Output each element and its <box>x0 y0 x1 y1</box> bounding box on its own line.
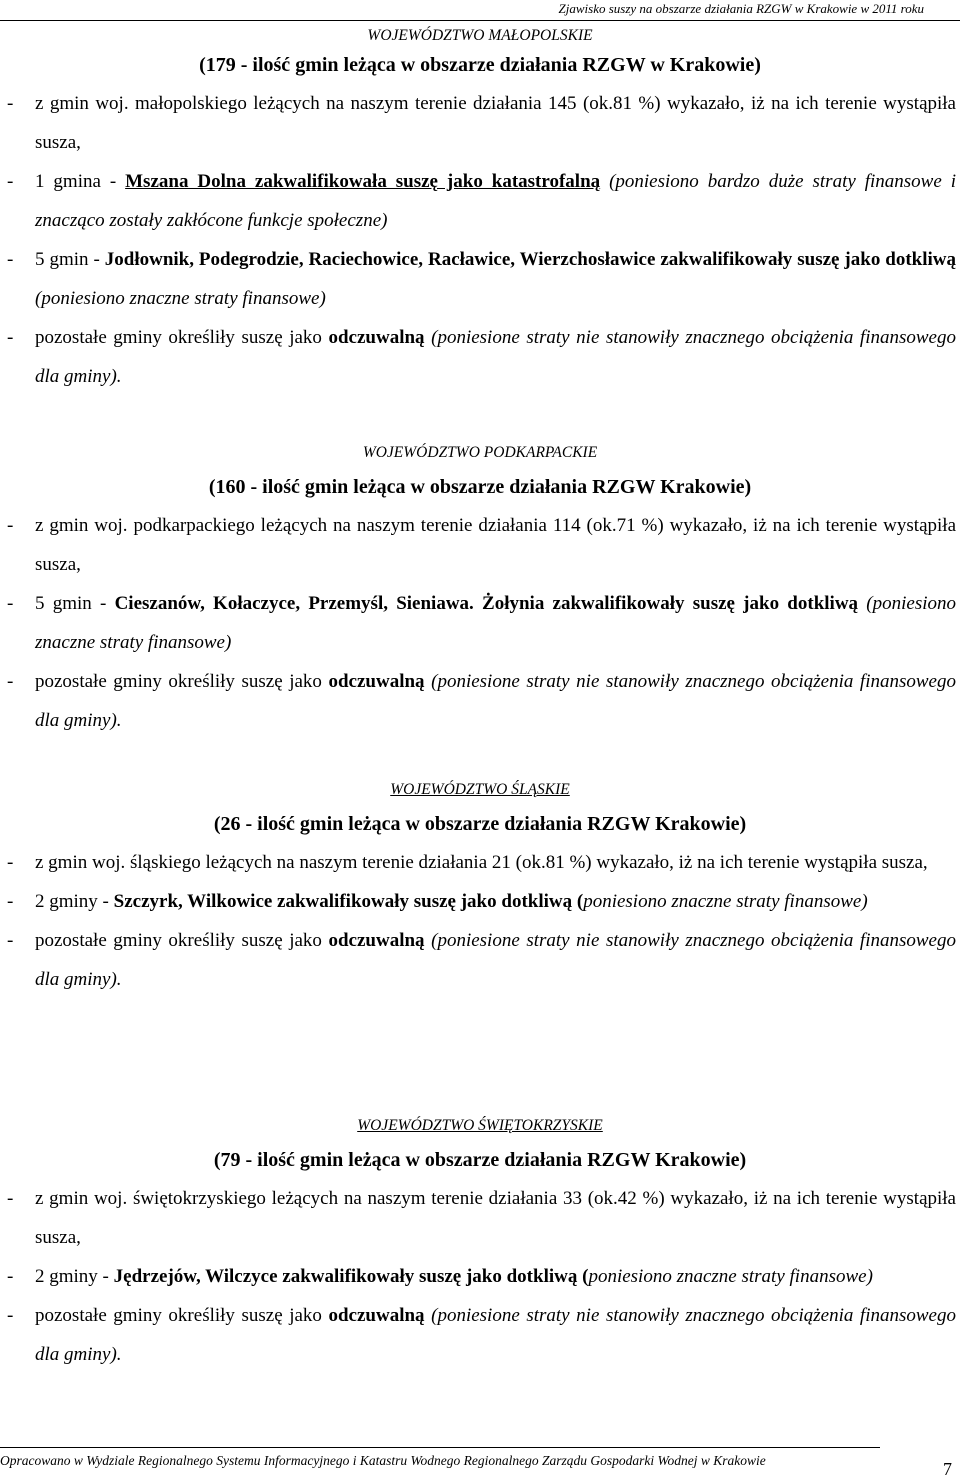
list-dash: - <box>7 515 14 536</box>
item-emphasis: odczuwalną <box>328 1305 425 1326</box>
list-item <box>0 506 960 584</box>
list-dash: - <box>7 852 14 873</box>
list-item <box>0 240 960 318</box>
item-lead: 2 gminy - <box>35 1266 114 1287</box>
item-text: z gmin woj. podkarpackiego leżących na naszym terenie działania 114 (ok.71 %) wykazało, iż na ich terenie wystąpiła susza, <box>35 515 956 575</box>
list-dash: - <box>7 249 14 270</box>
list-dash: - <box>7 1266 14 1287</box>
list-dash: - <box>7 593 14 614</box>
page-number: 7 <box>943 1459 952 1479</box>
item-note: poniesiono znaczne straty finansowe) <box>588 1266 873 1287</box>
item-emphasis: Jodłownik, Podegrodzie, Raciechowice, Racławice, Wierzchosławice zakwalifikowały suszę jako dotkliwą <box>104 249 957 270</box>
section-podkarpackie <box>0 443 960 740</box>
list-dash: - <box>7 671 14 692</box>
header-rule <box>0 20 960 21</box>
running-header: Zjawisko suszy na obszarze działania RZGW w Krakowie w 2011 roku <box>558 1 924 16</box>
list-item <box>0 1179 960 1257</box>
list-item <box>0 162 960 240</box>
item-emphasis: Cieszanów, Kołaczyce, Przemyśl, Sieniawa. Żołynia zakwalifikowały suszę jako dotkliwą <box>114 593 859 614</box>
list-item <box>0 1257 960 1296</box>
list-item <box>0 921 960 999</box>
list-dash: - <box>7 930 14 951</box>
section-title: WOJEWÓDZTWO MAŁOPOLSKIE <box>367 27 593 44</box>
item-text: z gmin woj. świętokrzyskiego leżących na naszym terenie działania 33 (ok.42 %) wykazało, iż na ich terenie wystąpiła susza, <box>35 1188 956 1248</box>
list-dash: - <box>7 1188 14 1209</box>
item-emphasis: odczuwalną <box>328 671 425 692</box>
item-note: (poniesione straty nie stanowiły znacznego obciążenia finansowego dla gminy). <box>35 671 956 731</box>
item-note: (poniesione straty nie stanowiły znacznego obciążenia finansowego dla gminy). <box>35 327 956 387</box>
item-note: (poniesiono znaczne straty finansowe) <box>35 288 326 309</box>
item-lead: pozostałe gminy określiły suszę jako <box>35 1305 329 1326</box>
item-note: poniesiono znaczne straty finansowe) <box>583 891 868 912</box>
list-dash: - <box>7 891 14 912</box>
item-emphasis: Mszana Dolna zakwalifikowała suszę jako katastrofalną <box>125 171 601 192</box>
list-item <box>0 662 960 740</box>
footer-rule <box>0 1447 880 1448</box>
section-swietokrzyskie <box>0 1116 960 1374</box>
item-note: (poniesione straty nie stanowiły znacznego obciążenia finansowego dla gminy). <box>35 1305 956 1365</box>
section-subtitle: (26 - ilość gmin leżąca w obszarze działania RZGW Krakowie) <box>213 813 747 835</box>
item-lead: pozostałe gminy określiły suszę jako <box>35 671 329 692</box>
item-emphasis: Jędrzejów, Wilczyce zakwalifikowały suszę jako dotkliwą ( <box>113 1266 589 1287</box>
list-dash: - <box>7 327 14 348</box>
item-emphasis: odczuwalną <box>328 327 425 348</box>
item-emphasis: Szczyrk, Wilkowice zakwalifikowały suszę jako dotkliwą ( <box>113 891 584 912</box>
list-item <box>0 843 960 882</box>
section-items <box>0 84 960 396</box>
list-item <box>0 584 960 662</box>
section-items <box>0 843 960 999</box>
item-lead: 1 gmina - <box>35 171 126 192</box>
item-emphasis: odczuwalną <box>328 930 425 951</box>
section-malopolskie <box>0 26 960 396</box>
item-lead: pozostałe gminy określiły suszę jako <box>35 930 329 951</box>
footer-text: Opracowano w Wydziale Regionalnego Systemu Informacyjnego i Katastru Wodnego Regionalnego Zarządu Gospodarki Wodnej w Krakowie <box>0 1453 766 1468</box>
list-dash: - <box>7 93 14 114</box>
section-slaskie <box>0 780 960 999</box>
section-title: WOJEWÓDZTWO ŚWIĘTOKRZYSKIE <box>357 1117 603 1134</box>
section-title: WOJEWÓDZTWO PODKARPACKIE <box>362 444 598 461</box>
item-note: (poniesione straty nie stanowiły znacznego obciążenia finansowego dla gminy). <box>35 930 956 990</box>
section-items <box>0 1179 960 1374</box>
list-item <box>0 882 960 921</box>
list-item <box>0 318 960 396</box>
section-subtitle: (160 - ilość gmin leżąca w obszarze działania RZGW Krakowie) <box>208 476 752 498</box>
section-subtitle: (179 - ilość gmin leżąca w obszarze działania RZGW w Krakowie) <box>199 54 761 76</box>
list-item <box>0 1296 960 1374</box>
item-text: z gmin woj. śląskiego leżących na naszym terenie działania 21 (ok.81 %) wykazało, iż na ich terenie wystąpiła susza, <box>35 852 928 873</box>
item-text: z gmin woj. małopolskiego leżących na naszym terenie działania 145 (ok.81 %) wykazało, iż na ich terenie wystąpiła susza, <box>35 93 956 153</box>
section-subtitle: (79 - ilość gmin leżąca w obszarze działania RZGW Krakowie) <box>213 1149 747 1171</box>
item-note: (poniesiono znaczne straty finansowe) <box>35 593 956 653</box>
item-lead: 5 gmin - <box>35 593 115 614</box>
item-note: (poniesiono bardzo duże straty finansowe i znacząco zostały zakłócone funkcje społeczne) <box>35 171 956 231</box>
item-lead: pozostałe gminy określiły suszę jako <box>35 327 329 348</box>
item-lead: 5 gmin - <box>35 249 105 270</box>
section-title: WOJEWÓDZTWO ŚLĄSKIE <box>390 781 570 798</box>
list-dash: - <box>7 171 14 192</box>
list-dash: - <box>7 1305 14 1326</box>
list-item <box>0 84 960 162</box>
item-lead: 2 gminy - <box>35 891 114 912</box>
section-items <box>0 506 960 740</box>
